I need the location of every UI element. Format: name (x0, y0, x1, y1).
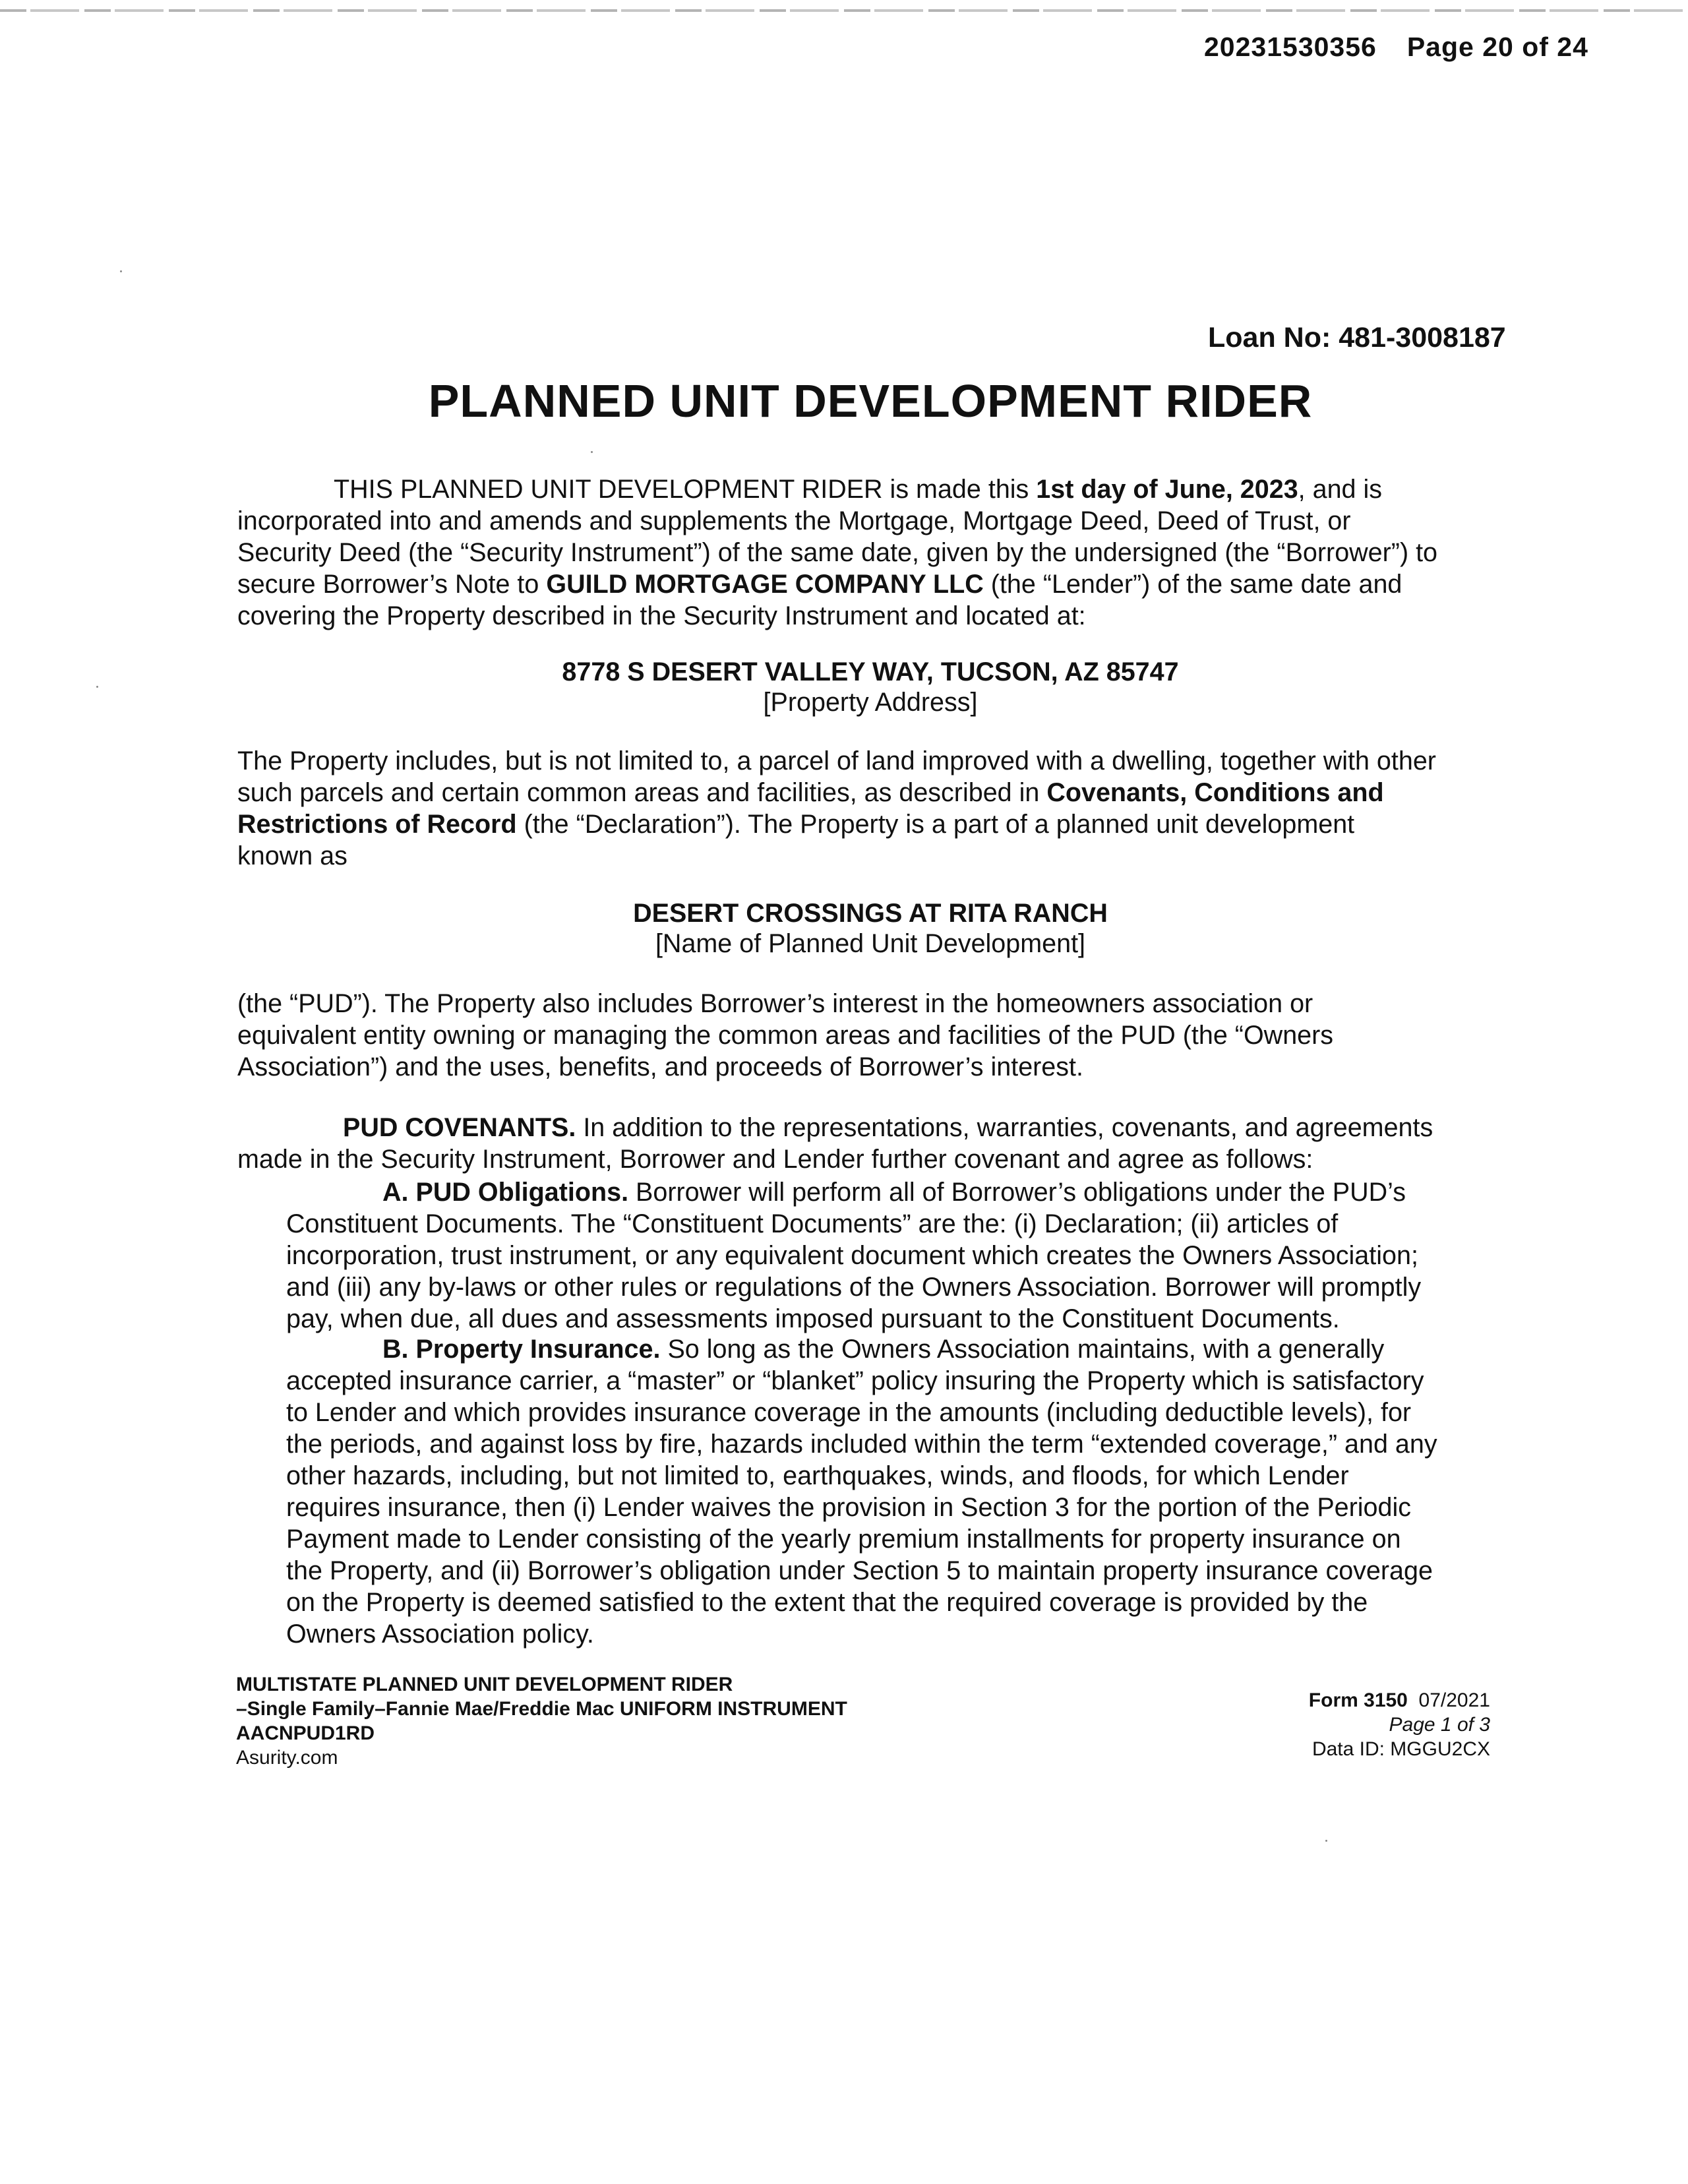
declaration-title: Covenants, Conditions and (1046, 778, 1384, 807)
intro-line: Security Deed (the “Security Instrument”) of the same date, given by the undersigned (the “Borrower”) to (237, 538, 1438, 567)
section-b-line: Owners Association policy. (286, 1620, 594, 1649)
recording-header (1204, 32, 1588, 63)
includes-text: such parcels and certain common areas and facilities, as described in (237, 778, 1047, 807)
form-number: Form 3150 (1308, 1689, 1408, 1711)
scan-edge-line (0, 9, 1688, 12)
section-b-line: to Lender and which provides insurance coverage in the amounts (including deductible levels), for (286, 1398, 1412, 1427)
intro-text: THIS PLANNED UNIT DEVELOPMENT RIDER is made this (334, 475, 1037, 504)
pud-line: (the “PUD”). The Property also includes Borrower’s interest in the homeowners association or (237, 989, 1313, 1018)
intro-text: (the “Lender”) of the same date and (983, 570, 1402, 599)
covenants-line: made in the Security Instrument, Borrower and Lender further covenant and agree as follows: (237, 1145, 1313, 1174)
loan-number: Loan No: 481-3008187 (1208, 322, 1506, 353)
intro-line: covering the Property described in the Security Instrument and located at: (237, 601, 1086, 630)
scan-speck (591, 451, 593, 453)
pud-line: equivalent entity owning or managing the common areas and facilities of the PUD (the “Owners (237, 1021, 1334, 1050)
form-name: MULTISTATE PLANNED UNIT DEVELOPMENT RIDER (236, 1674, 733, 1695)
includes-line: The Property includes, but is not limited to, a parcel of land improved with a dwelling, together with other (237, 746, 1436, 775)
form-footer-left (236, 1672, 847, 1770)
section-b-heading: B. Property Insurance. (382, 1335, 661, 1364)
section-a-line: Constituent Documents. The “Constituent Documents” are the: (i) Declaration; (ii) articles of (286, 1209, 1339, 1238)
lender-name: GUILD MORTGAGE COMPANY LLC (546, 570, 984, 599)
document-number: 20231530356 (1204, 32, 1377, 62)
covenants-paragraph (237, 1112, 1433, 1175)
property-address-block (0, 657, 1688, 717)
pud-name-label: [Name of Planned Unit Development] (655, 929, 1086, 958)
pud-name: DESERT CROSSINGS AT RITA RANCH (633, 899, 1108, 928)
form-date: 07/2021 (1418, 1689, 1490, 1711)
pud-line: Association”) and the uses, benefits, and proceeds of Borrower’s interest. (237, 1052, 1083, 1081)
property-includes-paragraph (237, 745, 1436, 872)
property-address: 8778 S DESERT VALLEY WAY, TUCSON, AZ 85747 (562, 657, 1179, 686)
scan-speck (1325, 1840, 1327, 1842)
rider-date: 1st day of June, 2023 (1036, 475, 1298, 504)
covenants-heading: PUD COVENANTS. (343, 1113, 576, 1142)
includes-line: known as (237, 841, 347, 870)
section-a-line: pay, when due, all dues and assessments imposed pursuant to the Constituent Documents. (286, 1304, 1340, 1333)
document-title: PLANNED UNIT DEVELOPMENT RIDER (428, 375, 1313, 427)
pud-name-block (0, 898, 1688, 959)
section-a-pud-obligations (286, 1176, 1421, 1335)
data-id: Data ID: MGGU2CX (1311, 1738, 1490, 1760)
covenants-text: In addition to the representations, warranties, covenants, and agreements (576, 1113, 1433, 1142)
form-vendor: Asurity.com (236, 1747, 338, 1769)
section-b-line: on the Property is deemed satisfied to the extent that the required coverage is provided by the (286, 1588, 1368, 1617)
section-a-line: and (iii) any by-laws or other rules or regulations of the Owners Association. Borrower will promptly (286, 1273, 1422, 1302)
intro-line: incorporated into and amends and supplements the Mortgage, Mortgage Deed, Deed of Trust, or (237, 506, 1351, 535)
form-code: AACNPUD1RD (236, 1722, 375, 1744)
scan-speck (120, 270, 122, 272)
intro-text: , and is (1298, 475, 1383, 504)
section-a-heading: A. PUD Obligations. (382, 1178, 629, 1207)
section-b-line: other hazards, including, but not limited to, earthquakes, winds, and floods, for which Lender (286, 1461, 1349, 1490)
form-subtitle: –Single Family–Fannie Mae/Freddie Mac UNIFORM INSTRUMENT (236, 1698, 847, 1720)
includes-text: (the “Declaration”). The Property is a part of a planned unit development (516, 810, 1355, 839)
section-b-line: the Property, and (ii) Borrower’s obligation under Section 5 to maintain property insurance coverage (286, 1556, 1433, 1585)
section-b-line: the periods, and against loss by fire, hazards included within the term “extended coverage,” and any (286, 1430, 1437, 1459)
section-a-text: Borrower will perform all of Borrower’s obligations under the PUD’s (628, 1178, 1406, 1207)
section-a-line: incorporation, trust instrument, or any equivalent document which creates the Owners Association; (286, 1241, 1418, 1270)
section-b-text: So long as the Owners Association maintains, with a generally (660, 1335, 1385, 1364)
declaration-title: Restrictions of Record (237, 810, 517, 839)
section-b-line: accepted insurance carrier, a “master” or “blanket” policy insuring the Property which is satisfactory (286, 1366, 1424, 1395)
intro-text: secure Borrower’s Note to (237, 570, 547, 599)
section-b-line: Payment made to Lender consisting of the yearly premium installments for property insurance on (286, 1525, 1401, 1554)
section-b-line: requires insurance, then (i) Lender waives the provision in Section 3 for the portion of the Periodic (286, 1493, 1412, 1522)
intro-paragraph (237, 473, 1437, 632)
scan-speck (96, 686, 98, 688)
form-footer-right (1187, 1688, 1490, 1761)
section-b-property-insurance (286, 1333, 1437, 1650)
page-indicator: Page 20 of 24 (1406, 32, 1588, 62)
pud-paragraph (237, 988, 1333, 1083)
form-page-number: Page 1 of 3 (1389, 1714, 1490, 1736)
property-address-label: [Property Address] (763, 688, 978, 717)
